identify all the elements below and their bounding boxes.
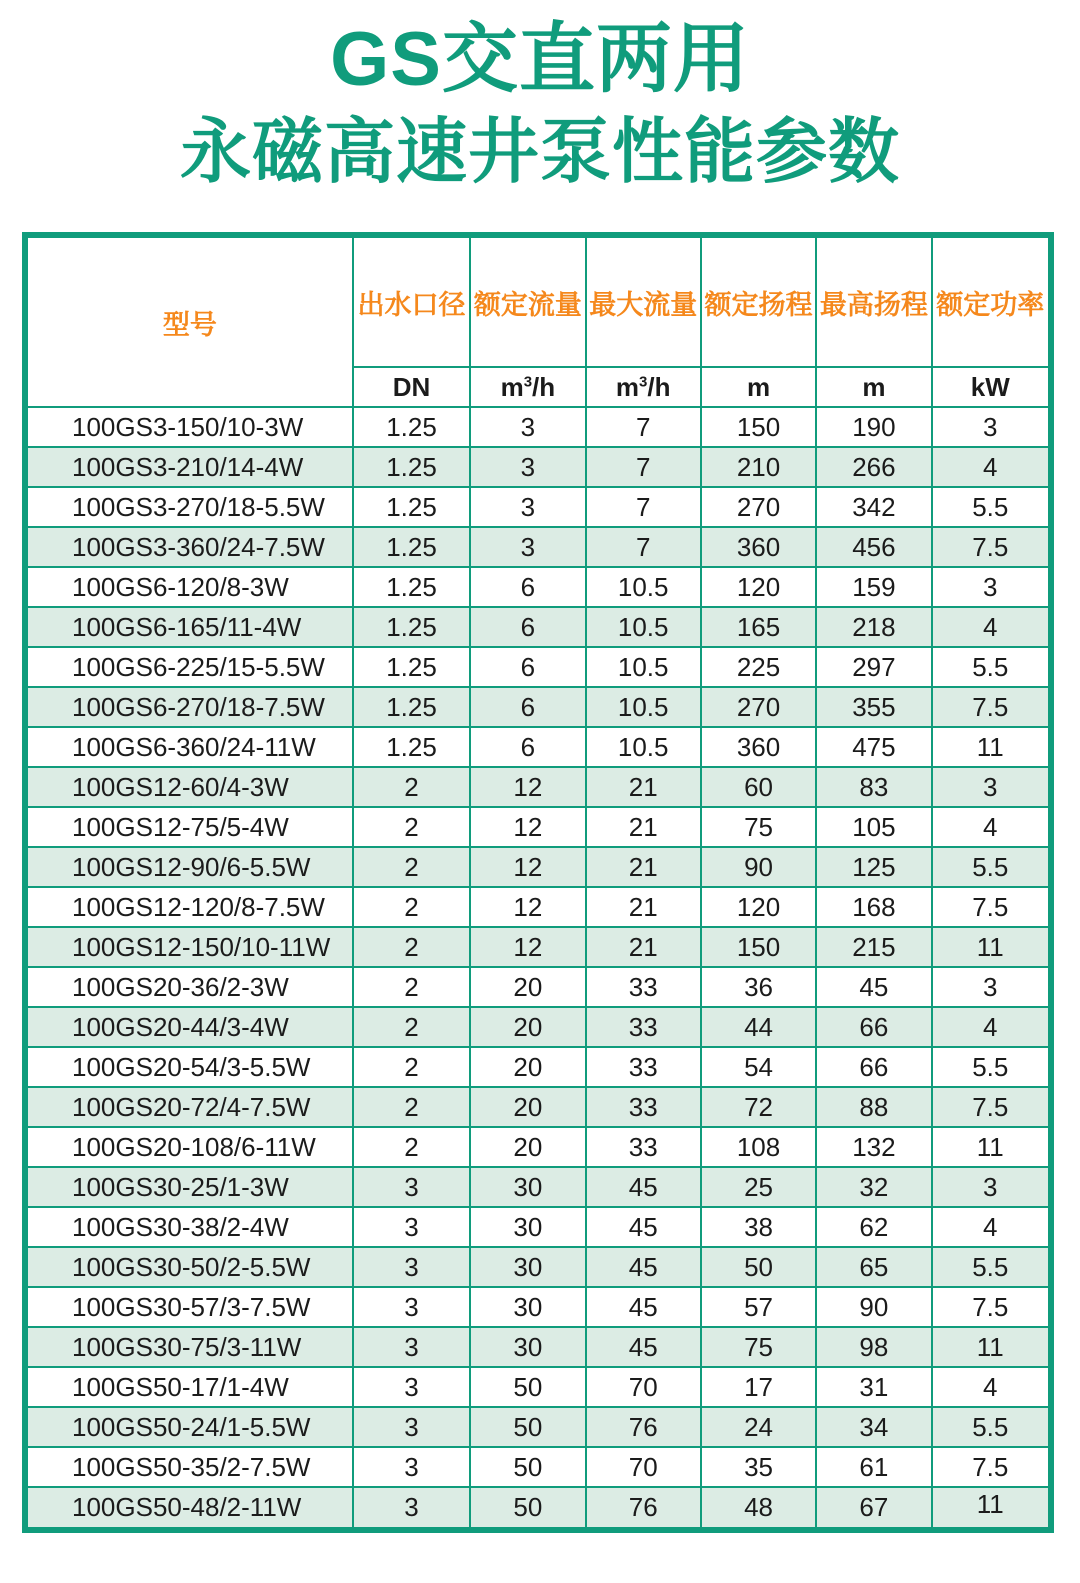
table-row [25, 1487, 1051, 1530]
value-cell: 5.5 [932, 1407, 1051, 1447]
model-cell: 100GS30-50/2-5.5W [25, 1247, 353, 1287]
value-cell: 105 [816, 807, 931, 847]
value-cell: 76 [586, 1407, 701, 1447]
value-cell: 66 [816, 1047, 931, 1087]
model-cell: 100GS12-75/5-4W [25, 807, 353, 847]
value-cell: 45 [586, 1207, 701, 1247]
model-cell: 100GS20-108/6-11W [25, 1127, 353, 1167]
table-row [25, 567, 1051, 607]
value-cell: 3 [470, 447, 585, 487]
value-cell: 4 [932, 607, 1051, 647]
value-cell: 5.5 [932, 1247, 1051, 1287]
value-cell: 225 [701, 647, 816, 687]
model-cell: 100GS3-210/14-4W [25, 447, 353, 487]
model-cell: 100GS20-54/3-5.5W [25, 1047, 353, 1087]
table-row [25, 407, 1051, 447]
table-row [25, 1447, 1051, 1487]
value-cell: 21 [586, 887, 701, 927]
value-cell: 70 [586, 1447, 701, 1487]
value-cell: 3 [353, 1207, 470, 1247]
value-cell: 270 [701, 487, 816, 527]
value-cell: 150 [701, 407, 816, 447]
value-cell: 2 [353, 1087, 470, 1127]
value-cell: 1.25 [353, 567, 470, 607]
value-cell: 3 [353, 1367, 470, 1407]
value-cell: 45 [586, 1287, 701, 1327]
value-cell: 4 [932, 1367, 1051, 1407]
unit-cell [816, 367, 931, 407]
value-cell: 120 [701, 887, 816, 927]
model-cell: 100GS3-150/10-3W [25, 407, 353, 447]
value-cell: 7 [586, 407, 701, 447]
value-cell: 12 [470, 767, 585, 807]
value-cell: 98 [816, 1327, 931, 1367]
value-cell: 57 [701, 1287, 816, 1327]
value-cell: 2 [353, 767, 470, 807]
table-row [25, 967, 1051, 1007]
model-cell: 100GS12-120/8-7.5W [25, 887, 353, 927]
value-cell: 50 [470, 1407, 585, 1447]
value-cell: 45 [586, 1167, 701, 1207]
table-row [25, 1087, 1051, 1127]
value-cell: 7.5 [932, 1447, 1051, 1487]
value-cell: 21 [586, 767, 701, 807]
model-cell: 100GS12-150/10-11W [25, 927, 353, 967]
unit-main: DN [392, 371, 431, 402]
value-cell: 342 [816, 487, 931, 527]
value-cell: 21 [586, 927, 701, 967]
value-cell: 108 [701, 1127, 816, 1167]
value-cell: 32 [816, 1167, 931, 1207]
value-cell: 50 [470, 1447, 585, 1487]
model-cell: 100GS20-36/2-3W [25, 967, 353, 1007]
value-cell: 2 [353, 807, 470, 847]
value-cell: 150 [701, 927, 816, 967]
model-cell: 100GS6-120/8-3W [25, 567, 353, 607]
value-cell: 30 [470, 1247, 585, 1287]
value-cell: 2 [353, 927, 470, 967]
value-cell: 12 [470, 847, 585, 887]
value-cell: 159 [816, 567, 931, 607]
value-cell: 62 [816, 1207, 931, 1247]
value-cell: 17 [701, 1367, 816, 1407]
column-header: 额定功率 [932, 235, 1051, 367]
model-cell: 100GS30-75/3-11W [25, 1327, 353, 1367]
value-cell: 4 [932, 1207, 1051, 1247]
value-cell: 90 [701, 847, 816, 887]
table-row [25, 607, 1051, 647]
value-cell: 20 [470, 1087, 585, 1127]
model-cell: 100GS12-60/4-3W [25, 767, 353, 807]
value-cell: 7 [586, 487, 701, 527]
model-cell: 100GS30-57/3-7.5W [25, 1287, 353, 1327]
column-header: 最高扬程 [816, 235, 931, 367]
value-cell: 3 [353, 1327, 470, 1367]
value-cell: 75 [701, 1327, 816, 1367]
table-row [25, 1167, 1051, 1207]
table-body [25, 407, 1051, 1530]
value-cell: 7 [586, 527, 701, 567]
value-cell: 30 [470, 1207, 585, 1247]
value-cell: 3 [470, 407, 585, 447]
value-cell: 20 [470, 1127, 585, 1167]
model-cell: 100GS50-17/1-4W [25, 1367, 353, 1407]
unit-superscript: 3 [523, 372, 533, 390]
model-cell: 100GS50-24/1-5.5W [25, 1407, 353, 1447]
value-cell: 61 [816, 1447, 931, 1487]
table-row [25, 1327, 1051, 1367]
model-cell: 100GS20-44/3-4W [25, 1007, 353, 1047]
column-header-model: 型号 [25, 235, 353, 407]
value-cell: 11 [932, 927, 1051, 967]
value-cell: 50 [470, 1487, 585, 1530]
value-cell: 5.5 [932, 847, 1051, 887]
value-cell: 355 [816, 687, 931, 727]
value-cell: 72 [701, 1087, 816, 1127]
table-row [25, 1007, 1051, 1047]
table-row [25, 887, 1051, 927]
value-cell: 1.25 [353, 727, 470, 767]
model-cell: 100GS50-35/2-7.5W [25, 1447, 353, 1487]
model-cell: 100GS6-270/18-7.5W [25, 687, 353, 727]
value-cell: 24 [701, 1407, 816, 1447]
value-cell: 3 [932, 567, 1051, 607]
value-cell: 3 [353, 1487, 470, 1530]
value-cell: 36 [701, 967, 816, 1007]
unit-tail: /h [647, 371, 671, 402]
value-cell: 76 [586, 1487, 701, 1530]
value-cell: 11 [932, 1487, 1051, 1530]
value-cell: 11 [932, 727, 1051, 767]
value-cell: 12 [470, 807, 585, 847]
value-cell: 4 [932, 447, 1051, 487]
table-row [25, 1207, 1051, 1247]
value-cell: 90 [816, 1287, 931, 1327]
value-cell: 12 [470, 887, 585, 927]
value-cell: 54 [701, 1047, 816, 1087]
value-cell: 6 [470, 607, 585, 647]
value-cell: 60 [701, 767, 816, 807]
value-cell: 7.5 [932, 887, 1051, 927]
value-cell: 70 [586, 1367, 701, 1407]
value-cell: 270 [701, 687, 816, 727]
value-cell: 4 [932, 807, 1051, 847]
value-cell: 25 [701, 1167, 816, 1207]
value-cell: 3 [353, 1447, 470, 1487]
value-cell: 33 [586, 967, 701, 1007]
value-cell: 30 [470, 1287, 585, 1327]
table-row [25, 647, 1051, 687]
page-title: GS交直两用 [330, 17, 750, 102]
value-cell: 475 [816, 727, 931, 767]
value-cell: 10.5 [586, 647, 701, 687]
value-cell: 1.25 [353, 407, 470, 447]
unit-main: m [615, 371, 640, 402]
value-cell: 20 [470, 1047, 585, 1087]
value-cell: 33 [586, 1007, 701, 1047]
value-cell: 2 [353, 1127, 470, 1167]
value-cell: 218 [816, 607, 931, 647]
value-cell: 6 [470, 687, 585, 727]
table-row [25, 447, 1051, 487]
header-row [25, 235, 1051, 367]
pump-spec-table [22, 232, 1054, 1533]
value-cell: 7.5 [932, 527, 1051, 567]
value-cell: 7 [586, 447, 701, 487]
value-cell: 30 [470, 1167, 585, 1207]
value-cell: 6 [470, 647, 585, 687]
value-cell: 5.5 [932, 647, 1051, 687]
model-cell: 100GS6-225/15-5.5W [25, 647, 353, 687]
table-row [25, 847, 1051, 887]
table-row [25, 1367, 1051, 1407]
unit-cell [701, 367, 816, 407]
unit-cell [470, 367, 585, 407]
value-cell: 35 [701, 1447, 816, 1487]
model-cell: 100GS6-165/11-4W [25, 607, 353, 647]
value-cell: 10.5 [586, 607, 701, 647]
unit-main: kW [970, 371, 1010, 402]
column-header: 最大流量 [586, 235, 701, 367]
value-cell: 1.25 [353, 447, 470, 487]
table-row [25, 927, 1051, 967]
value-cell: 120 [701, 567, 816, 607]
value-cell: 31 [816, 1367, 931, 1407]
value-cell: 3 [470, 487, 585, 527]
value-cell: 66 [816, 1007, 931, 1047]
value-cell: 297 [816, 647, 931, 687]
unit-main: m [500, 371, 524, 402]
value-cell: 6 [470, 567, 585, 607]
value-cell: 10.5 [586, 727, 701, 767]
unit-cell [353, 367, 470, 407]
model-cell: 100GS20-72/4-7.5W [25, 1087, 353, 1127]
unit-main: m [862, 371, 886, 402]
table-row [25, 1247, 1051, 1287]
value-cell: 190 [816, 407, 931, 447]
value-cell: 1.25 [353, 647, 470, 687]
table-row [25, 1407, 1051, 1447]
value-cell: 5.5 [932, 1047, 1051, 1087]
value-cell: 7.5 [932, 1287, 1051, 1327]
value-cell: 34 [816, 1407, 931, 1447]
value-cell: 3 [932, 1167, 1051, 1207]
column-header: 额定扬程 [701, 235, 816, 367]
unit-superscript: 3 [639, 372, 648, 390]
value-cell: 48 [701, 1487, 816, 1530]
model-cell: 100GS6-360/24-11W [25, 727, 353, 767]
column-header: 出水口径 [353, 235, 470, 367]
table-header [25, 235, 1051, 407]
value-cell: 456 [816, 527, 931, 567]
value-cell: 33 [586, 1087, 701, 1127]
value-cell: 5.5 [932, 487, 1051, 527]
model-cell: 100GS3-360/24-7.5W [25, 527, 353, 567]
model-cell: 100GS50-48/2-11W [25, 1487, 353, 1530]
value-cell: 3 [353, 1287, 470, 1327]
value-cell: 3 [932, 967, 1051, 1007]
value-cell: 3 [932, 407, 1051, 447]
value-cell: 75 [701, 807, 816, 847]
value-cell: 7.5 [932, 687, 1051, 727]
value-cell: 45 [816, 967, 931, 1007]
value-cell: 21 [586, 807, 701, 847]
value-cell: 1.25 [353, 607, 470, 647]
value-cell: 10.5 [586, 687, 701, 727]
value-cell: 21 [586, 847, 701, 887]
value-cell: 50 [470, 1367, 585, 1407]
value-cell: 1.25 [353, 487, 470, 527]
value-cell: 11 [932, 1327, 1051, 1367]
column-header: 额定流量 [470, 235, 585, 367]
table-row [25, 767, 1051, 807]
model-cell: 100GS30-38/2-4W [25, 1207, 353, 1247]
value-cell: 45 [586, 1327, 701, 1367]
table-row [25, 1047, 1051, 1087]
value-cell: 215 [816, 927, 931, 967]
table-row [25, 487, 1051, 527]
value-cell: 3 [353, 1407, 470, 1447]
value-cell: 20 [470, 1007, 585, 1047]
table-row [25, 1127, 1051, 1167]
value-cell: 44 [701, 1007, 816, 1047]
value-cell: 88 [816, 1087, 931, 1127]
value-cell: 4 [932, 1007, 1051, 1047]
value-cell: 1.25 [353, 527, 470, 567]
value-cell: 266 [816, 447, 931, 487]
value-cell: 132 [816, 1127, 931, 1167]
unit-tail: /h [532, 371, 556, 402]
value-cell: 2 [353, 1007, 470, 1047]
value-cell: 30 [470, 1327, 585, 1367]
value-cell: 10.5 [586, 567, 701, 607]
unit-main: m [746, 371, 771, 402]
value-cell: 165 [701, 607, 816, 647]
value-cell: 3 [470, 527, 585, 567]
value-cell: 2 [353, 967, 470, 1007]
value-cell: 360 [701, 527, 816, 567]
value-cell: 168 [816, 887, 931, 927]
unit-cell [932, 367, 1051, 407]
value-cell: 2 [353, 887, 470, 927]
value-cell: 125 [816, 847, 931, 887]
value-cell: 2 [353, 847, 470, 887]
table-row [25, 807, 1051, 847]
value-cell: 7.5 [932, 1087, 1051, 1127]
value-cell: 45 [586, 1247, 701, 1287]
value-cell: 3 [353, 1247, 470, 1287]
table-row [25, 687, 1051, 727]
model-cell: 100GS30-25/1-3W [25, 1167, 353, 1207]
value-cell: 33 [586, 1047, 701, 1087]
value-cell: 83 [816, 767, 931, 807]
value-cell: 38 [701, 1207, 816, 1247]
value-cell: 50 [701, 1247, 816, 1287]
value-cell: 67 [816, 1487, 931, 1530]
value-cell: 65 [816, 1247, 931, 1287]
table-row [25, 1287, 1051, 1327]
value-cell: 210 [701, 447, 816, 487]
page-subtitle: 永磁高速井泵性能参数 [179, 112, 900, 192]
unit-cell [586, 367, 701, 407]
value-cell: 33 [586, 1127, 701, 1167]
value-cell: 2 [353, 1047, 470, 1087]
value-cell: 360 [701, 727, 816, 767]
value-cell: 6 [470, 727, 585, 767]
value-cell: 11 [932, 1127, 1051, 1167]
value-cell: 3 [932, 767, 1051, 807]
model-cell: 100GS12-90/6-5.5W [25, 847, 353, 887]
value-cell: 20 [470, 967, 585, 1007]
value-cell: 3 [353, 1167, 470, 1207]
table-row [25, 727, 1051, 767]
model-cell: 100GS3-270/18-5.5W [25, 487, 353, 527]
value-cell: 12 [470, 927, 585, 967]
title-block [0, 0, 1080, 190]
value-cell: 1.25 [353, 687, 470, 727]
table-row [25, 527, 1051, 567]
